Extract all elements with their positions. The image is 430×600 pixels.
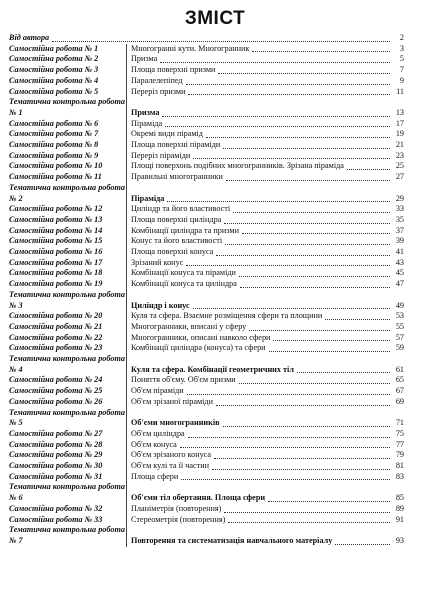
toc-row[interactable] <box>9 386 404 397</box>
topic-title: Повторення та систематизація навчального матеріалу <box>131 535 333 545</box>
dot-leader <box>239 275 390 277</box>
work-label: Тематична контрольна робота № 2 <box>9 182 125 203</box>
dot-leader <box>181 478 390 480</box>
page-number: 81 <box>395 461 404 471</box>
toc-row[interactable] <box>9 119 404 130</box>
page-number: 53 <box>395 311 404 321</box>
topic-title: Поняття об'єму. Об'єм призми <box>131 375 236 385</box>
column-divider <box>126 54 127 65</box>
toc-row[interactable] <box>9 258 404 269</box>
toc-row-test[interactable] <box>9 97 404 118</box>
toc-row[interactable] <box>9 44 404 55</box>
topic-title: Площа сфери <box>131 471 179 481</box>
dot-leader <box>239 382 390 384</box>
topic-cell <box>131 194 392 205</box>
toc-row[interactable] <box>9 54 404 65</box>
column-divider <box>126 375 127 386</box>
column-divider <box>126 129 127 140</box>
topic-title: Циліндр і конус <box>131 300 190 310</box>
page-number: 83 <box>395 471 404 481</box>
page-number: 13 <box>395 107 404 117</box>
topic-title: Окремі види пірамід <box>131 129 203 139</box>
column-divider <box>126 87 127 98</box>
topic-title: Куля та сфера. Взаємне розміщення сфери та площини <box>131 311 323 321</box>
dot-leader <box>297 371 390 373</box>
work-label: Самостійна робота № 28 <box>9 439 103 449</box>
work-label: Самостійна робота № 13 <box>9 214 103 224</box>
dot-leader <box>252 50 390 52</box>
dot-leader <box>160 61 390 63</box>
topic-title: Паралелепіпед <box>131 75 183 85</box>
topic-title: Комбінації циліндра (конуса) та сфери <box>131 343 266 353</box>
column-divider <box>126 354 127 375</box>
page-number: 49 <box>395 300 404 310</box>
topic-cell <box>131 140 392 151</box>
topic-title: Площа поверхні конуса <box>131 247 214 257</box>
work-label: Самостійна робота № 21 <box>9 321 103 331</box>
topic-cell <box>131 418 392 429</box>
dot-leader <box>206 136 390 138</box>
dot-leader <box>347 168 390 170</box>
toc-row[interactable] <box>9 129 404 140</box>
page-number: 11 <box>396 86 404 96</box>
dot-leader <box>180 446 390 448</box>
work-label: Самостійна робота № 6 <box>9 118 99 128</box>
topic-cell <box>131 236 392 247</box>
page-number: 79 <box>395 450 404 460</box>
dot-leader <box>186 83 390 85</box>
page-number: 33 <box>395 204 404 214</box>
column-divider <box>126 151 127 162</box>
topic-title: Об'єми тіл обертання. Площа сфери <box>131 493 266 503</box>
topic-title: Піраміда <box>131 118 163 128</box>
toc-row-test[interactable] <box>9 354 404 375</box>
dot-leader <box>188 93 390 95</box>
work-label: Самостійна робота № 9 <box>9 150 99 160</box>
work-label: Самостійна робота № 19 <box>9 279 103 289</box>
work-label: Самостійна робота № 3 <box>9 65 99 75</box>
topic-cell <box>131 54 392 65</box>
column-divider <box>126 119 127 130</box>
dot-leader <box>226 179 390 181</box>
toc-row[interactable] <box>9 311 404 322</box>
topic-cell <box>131 108 392 119</box>
page-number: 69 <box>395 396 404 406</box>
page-number: 43 <box>395 257 404 267</box>
dot-leader <box>225 243 390 245</box>
toc-row-test[interactable] <box>9 183 404 204</box>
work-label: Самостійна робота № 27 <box>9 428 103 438</box>
column-divider <box>126 290 127 311</box>
column-divider <box>126 333 127 344</box>
dot-leader <box>273 339 390 341</box>
page-number: 67 <box>395 386 404 396</box>
dot-leader <box>193 157 390 159</box>
dot-leader <box>242 232 390 234</box>
work-label: Самостійна робота № 5 <box>9 86 99 96</box>
toc-row[interactable] <box>9 204 404 215</box>
topic-title: Об'єми многогранників <box>131 418 220 428</box>
page-number: 93 <box>395 535 404 545</box>
work-label: Самостійна робота № 7 <box>9 129 99 139</box>
topic-title: Комбінації конуса та піраміди <box>131 268 236 278</box>
page-number: 29 <box>395 193 404 203</box>
topic-cell <box>131 311 392 322</box>
column-divider <box>126 386 127 397</box>
dot-leader <box>223 425 390 427</box>
column-divider <box>126 440 127 451</box>
topic-cell <box>131 87 392 98</box>
page-number: 39 <box>395 236 404 246</box>
topic-cell <box>131 76 392 87</box>
column-divider <box>126 65 127 76</box>
dot-leader <box>186 264 390 266</box>
column-divider <box>126 343 127 354</box>
work-label: Тематична контрольна робота № 1 <box>9 97 125 117</box>
topic-title: Многогранники, описані навколо сфери <box>131 332 271 342</box>
column-divider <box>126 172 127 183</box>
column-divider <box>126 140 127 151</box>
topic-title: Об'єм конуса <box>131 439 177 449</box>
topic-title: Об'єм циліндра <box>131 428 185 438</box>
dot-leader <box>224 222 390 224</box>
toc-row[interactable] <box>9 375 404 386</box>
toc-row[interactable] <box>9 268 404 279</box>
toc-row[interactable] <box>9 322 404 333</box>
toc-row[interactable] <box>9 226 404 237</box>
toc-row[interactable] <box>9 161 404 172</box>
column-divider <box>126 279 127 290</box>
column-divider <box>126 515 127 526</box>
work-label: Самостійна робота № 11 <box>9 172 102 182</box>
topic-title: Піраміда <box>131 193 165 203</box>
page-number: 35 <box>395 214 404 224</box>
page-number: 61 <box>395 364 404 374</box>
topic-cell <box>131 322 392 333</box>
work-label: Самостійна робота № 25 <box>9 386 103 396</box>
work-label: Самостійна робота № 14 <box>9 225 103 235</box>
topic-cell <box>131 268 392 279</box>
dot-leader <box>240 286 390 288</box>
topic-cell <box>131 333 392 344</box>
topic-cell <box>131 161 392 172</box>
dot-leader <box>212 468 390 470</box>
column-divider <box>126 247 127 258</box>
topic-cell <box>131 247 392 258</box>
topic-title: Комбінації конуса та циліндра <box>131 279 237 289</box>
column-divider <box>126 183 127 204</box>
page-number: 65 <box>395 375 404 385</box>
dot-leader <box>224 511 390 513</box>
work-label: Самостійна робота № 24 <box>9 375 103 385</box>
topic-cell <box>131 493 392 504</box>
column-divider <box>126 461 127 472</box>
topic-title: Стереометрія (повторення) <box>131 514 226 524</box>
topic-title: Об'єм піраміди <box>131 386 184 396</box>
work-label: Самостійна робота № 30 <box>9 461 103 471</box>
topic-cell <box>131 386 392 397</box>
dot-leader <box>162 115 390 117</box>
page-number: 41 <box>395 247 404 257</box>
dot-leader <box>165 125 390 127</box>
work-label: Самостійна робота № 22 <box>9 332 103 342</box>
toc-row[interactable] <box>9 279 404 290</box>
topic-cell <box>131 472 392 483</box>
work-label: Самостійна робота № 20 <box>9 311 103 321</box>
work-label: Самостійна робота № 8 <box>9 140 99 150</box>
topic-title: Планіметрія (повторення) <box>131 503 222 513</box>
dot-leader <box>233 211 390 213</box>
column-divider <box>126 525 127 546</box>
topic-title: Многогранні кути. Многогранник <box>131 43 250 53</box>
toc-row-test[interactable] <box>9 525 404 546</box>
work-label: Самостійна робота № 4 <box>9 75 99 85</box>
topic-cell <box>131 461 392 472</box>
page-number: 9 <box>399 75 404 85</box>
column-divider <box>126 397 127 408</box>
page-number: 89 <box>395 503 404 513</box>
topic-cell <box>131 204 392 215</box>
table-of-contents <box>9 33 404 547</box>
column-divider <box>126 450 127 461</box>
work-label: Тематична контрольна робота № 6 <box>9 482 125 503</box>
topic-cell <box>131 279 392 290</box>
topic-cell <box>131 504 392 515</box>
toc-row[interactable] <box>9 515 404 526</box>
topic-title: Конус та його властивості <box>131 236 223 246</box>
topic-title: Площа поверхні піраміди <box>131 140 221 150</box>
topic-cell <box>131 450 392 461</box>
dot-leader <box>188 436 390 438</box>
work-label: Тематична контрольна робота № 4 <box>9 354 125 374</box>
work-label: Самостійна робота № 29 <box>9 450 103 460</box>
dot-leader <box>167 200 390 202</box>
column-divider <box>126 97 127 118</box>
topic-title: Об'єм кулі та її частин <box>131 461 209 471</box>
toc-row-intro[interactable] <box>9 33 404 44</box>
topic-title: Зрізаний конус <box>131 257 184 267</box>
toc-row[interactable] <box>9 172 404 183</box>
work-label: Самостійна робота № 1 <box>9 43 99 53</box>
topic-cell <box>131 397 392 408</box>
page-number: 25 <box>395 161 404 171</box>
work-label: Самостійна робота № 18 <box>9 268 103 278</box>
topic-cell <box>131 172 392 183</box>
page-number: 75 <box>395 428 404 438</box>
topic-title: Многогранники, вписані у сферу <box>131 321 247 331</box>
work-label: Самостійна робота № 31 <box>9 471 103 481</box>
intro-label: Від автора <box>9 33 50 42</box>
toc-row-test[interactable] <box>9 482 404 503</box>
dot-leader <box>269 350 390 352</box>
page-number: 71 <box>395 418 404 428</box>
page-number: 47 <box>395 279 404 289</box>
toc-row[interactable] <box>9 65 404 76</box>
toc-row[interactable] <box>9 472 404 483</box>
page-number: 91 <box>395 514 404 524</box>
toc-row[interactable] <box>9 504 404 515</box>
page-number: 19 <box>395 129 404 139</box>
page-number: 21 <box>395 140 404 150</box>
dot-leader <box>218 72 390 74</box>
topic-cell <box>131 515 392 526</box>
page-title: ЗМІСТ <box>184 8 246 29</box>
dot-leader <box>335 543 390 545</box>
topic-cell <box>131 343 392 354</box>
topic-cell <box>131 226 392 237</box>
toc-row[interactable] <box>9 440 404 451</box>
work-label: Самостійна робота № 16 <box>9 247 103 257</box>
topic-title: Циліндр та його властивості <box>131 204 231 214</box>
toc-row[interactable] <box>9 333 404 344</box>
topic-cell <box>131 429 392 440</box>
work-label: Тематична контрольна робота № 5 <box>9 407 125 428</box>
dot-leader <box>268 500 390 502</box>
page-number: 85 <box>395 493 404 503</box>
column-divider <box>126 322 127 333</box>
page-number: 5 <box>399 54 404 64</box>
topic-cell <box>131 375 392 386</box>
toc-row-test[interactable] <box>9 290 404 311</box>
topic-cell <box>131 301 392 312</box>
toc-row[interactable] <box>9 247 404 258</box>
topic-title: Призма <box>131 107 160 117</box>
toc-row[interactable] <box>9 343 404 354</box>
work-label: Самостійна робота № 2 <box>9 54 99 64</box>
dot-leader <box>216 254 390 256</box>
work-label: Тематична контрольна робота № 3 <box>9 289 125 310</box>
page-number: 57 <box>395 332 404 342</box>
topic-cell <box>131 151 392 162</box>
dot-leader <box>249 329 390 331</box>
page-number: 59 <box>395 343 404 353</box>
page-number: 37 <box>395 225 404 235</box>
topic-title: Об'єм зрізаного конуса <box>131 450 212 460</box>
work-label: Самостійна робота № 10 <box>9 161 103 171</box>
page-number: 27 <box>395 172 404 182</box>
toc-row[interactable] <box>9 236 404 247</box>
dot-leader <box>187 393 390 395</box>
work-label: Самостійна робота № 26 <box>9 396 103 406</box>
column-divider <box>126 311 127 322</box>
column-divider <box>126 226 127 237</box>
topic-title: Площа поверхні призми <box>131 65 216 75</box>
dot-leader <box>216 404 390 406</box>
topic-cell <box>131 258 392 269</box>
topic-cell <box>131 129 392 140</box>
topic-title: Переріз піраміди <box>131 150 191 160</box>
work-label: Самостійна робота № 15 <box>9 236 103 246</box>
dot-leader <box>52 40 390 42</box>
work-label: Самостійна робота № 33 <box>9 514 103 524</box>
topic-title: Площа поверхні циліндра <box>131 214 222 224</box>
page-number: 17 <box>395 118 404 128</box>
toc-row[interactable] <box>9 140 404 151</box>
topic-title: Куля та сфера. Комбінації геометричних тіл <box>131 364 294 374</box>
column-divider <box>126 482 127 503</box>
work-label: Самостійна робота № 32 <box>9 503 103 513</box>
toc-row[interactable] <box>9 151 404 162</box>
page-number: 45 <box>395 268 404 278</box>
toc-row[interactable] <box>9 397 404 408</box>
page-number: 23 <box>395 150 404 160</box>
page-number: 7 <box>399 65 404 75</box>
dot-leader <box>228 521 390 523</box>
topic-cell <box>131 215 392 226</box>
column-divider <box>126 236 127 247</box>
toc-row[interactable] <box>9 461 404 472</box>
dot-leader <box>325 318 390 320</box>
page-number: 2 <box>399 33 404 42</box>
work-label: Тематична контрольна робота № 7 <box>9 525 125 545</box>
topic-cell <box>131 44 392 55</box>
column-divider <box>126 204 127 215</box>
topic-cell <box>131 119 392 130</box>
topic-title: Призма <box>131 54 158 64</box>
work-label: Самостійна робота № 17 <box>9 257 103 267</box>
toc-row[interactable] <box>9 429 404 440</box>
toc-row-test[interactable] <box>9 408 404 429</box>
column-divider <box>126 504 127 515</box>
topic-title: Комбінації циліндра та призми <box>131 225 239 235</box>
toc-row[interactable] <box>9 87 404 98</box>
toc-row[interactable] <box>9 450 404 461</box>
column-divider <box>126 472 127 483</box>
topic-cell <box>131 365 392 376</box>
toc-row[interactable] <box>9 215 404 226</box>
column-divider <box>126 268 127 279</box>
column-divider <box>126 161 127 172</box>
topic-title: Об'єм зрізаної піраміди <box>131 396 213 406</box>
dot-leader <box>214 457 390 459</box>
page-number: 3 <box>399 43 404 53</box>
topic-title: Переріз призми <box>131 86 186 96</box>
column-divider <box>126 258 127 269</box>
column-divider <box>126 408 127 429</box>
toc-row[interactable] <box>9 76 404 87</box>
dot-leader <box>223 147 390 149</box>
work-label: Самостійна робота № 12 <box>9 204 103 214</box>
topic-title: Площі поверхонь подібних многогранників. Зрізана піраміда <box>131 161 344 171</box>
page-number: 55 <box>395 321 404 331</box>
column-divider <box>126 429 127 440</box>
topic-cell <box>131 536 392 547</box>
work-label: Самостійна робота № 23 <box>9 343 103 353</box>
column-divider <box>126 215 127 226</box>
dot-leader <box>193 307 390 309</box>
column-divider <box>126 44 127 55</box>
topic-title: Правильні многогранники <box>131 172 223 182</box>
topic-cell <box>131 65 392 76</box>
column-divider <box>126 76 127 87</box>
topic-cell <box>131 440 392 451</box>
page-number: 77 <box>395 439 404 449</box>
